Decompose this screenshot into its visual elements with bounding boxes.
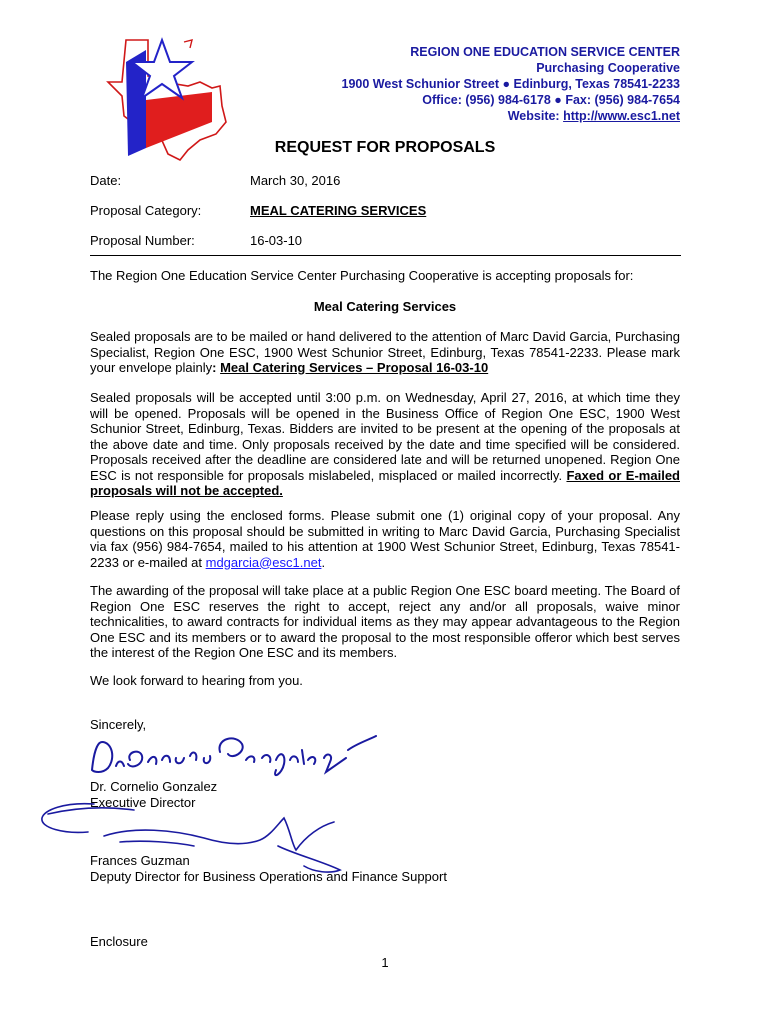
- proposal-subject: Meal Catering Services: [313, 299, 457, 314]
- category-value: MEAL CATERING SERVICES: [250, 203, 427, 218]
- paragraph-reply: [90, 508, 680, 570]
- date-label: Date:: [90, 173, 122, 188]
- date-value: March 30, 2016: [250, 173, 341, 188]
- delivery-colon: :: [212, 360, 221, 375]
- signature-guzman: [34, 796, 354, 876]
- org-phone-fax: Office: (956) 984-6178 ● Fax: (956) 984-7654: [422, 93, 680, 107]
- website-link[interactable]: http://www.esc1.net: [563, 109, 680, 123]
- enclosure-note: Enclosure: [90, 934, 148, 949]
- paragraph-delivery: [90, 329, 680, 376]
- paragraph-award: The awarding of the proposal will take place at a public Region One ESC board meeting. The Board of Region One ESC reserves the right to accept, reject any and/or all proposals, waive minor technicalities, to award contracts for individual items as they may appear advantageous to the Region One ESC and its members or to award the proposal to the most responsible offeror which best serves the interest of the Region One ESC and its members.: [90, 583, 680, 660]
- header-divider: [90, 255, 681, 256]
- reply-end: .: [321, 554, 326, 570]
- paragraph-deadline: [90, 390, 680, 499]
- closing-salutation: Sincerely,: [90, 717, 147, 732]
- signer-1-name: Dr. Cornelio Gonzalez: [90, 779, 218, 794]
- delivery-text: Sealed proposals are to be mailed or hand delivered to the attention of Marc David Garcia, Purchasing Specialist, Region One ESC, 1900 West Schunior Street, Edinburg, Texas 78541-2233. Please mark your envelope plainly: [90, 329, 680, 375]
- number-value: 16-03-10: [250, 233, 303, 248]
- org-name: REGION ONE EDUCATION SERVICE CENTER: [410, 45, 680, 59]
- deadline-text: Sealed proposals will be accepted until 3:00 p.m. on Wednesday, April 27, 2016, at which time they will be opened. Proposals will be opened in the Business Office of Region One ESC, 1900 West Schunior Street, Edinburg, Texas. Bidders are invited to be present at the opening of the proposals at the above date and time. Only proposals received by the date and time specified will be considered. Proposals received after the deadline are considered late and will be returned unopened. Region One ESC is not responsible for proposals mislabeled, misplaced or mailed incorrectly.: [90, 390, 680, 483]
- intro-paragraph: The Region One Education Service Center Purchasing Cooperative is accepting proposals for:: [90, 268, 634, 283]
- org-address: 1900 West Schunior Street ● Edinburg, Texas 78541-2233: [341, 77, 680, 91]
- number-label: Proposal Number:: [90, 233, 195, 248]
- reply-text: Please reply using the enclosed forms. Please submit one (1) original copy of your proposal. Any questions on this proposal should be submitted in writing to Marc David Garcia, Purchasing Specialist via fax (956) 984-7654, mailed to his attention at 1900 West Schunior Street, Edinburg, Texas 78541-2233 or e-mailed at: [90, 508, 680, 570]
- paragraph-closing: We look forward to hearing from you.: [90, 673, 303, 688]
- contact-email-link[interactable]: mdgarcia@esc1.net: [205, 554, 322, 570]
- fax-email-notice: Faxed or E-mailed proposals will not be accepted.: [90, 467, 680, 498]
- signer-2-name: Frances Guzman: [90, 853, 190, 868]
- org-website: [508, 108, 680, 124]
- page-number: 1: [381, 955, 389, 970]
- page-title: REQUEST FOR PROPOSALS: [274, 139, 496, 156]
- envelope-marking: Meal Catering Services – Proposal 16-03-10: [220, 360, 489, 375]
- signer-2-title: Deputy Director for Business Operations and Finance Support: [90, 869, 447, 884]
- org-dept: Purchasing Cooperative: [536, 61, 680, 75]
- signer-1-title: Executive Director: [90, 795, 196, 810]
- website-label: Website:: [507, 109, 564, 123]
- signature-gonzalez: [86, 730, 386, 785]
- category-label: Proposal Category:: [90, 203, 202, 218]
